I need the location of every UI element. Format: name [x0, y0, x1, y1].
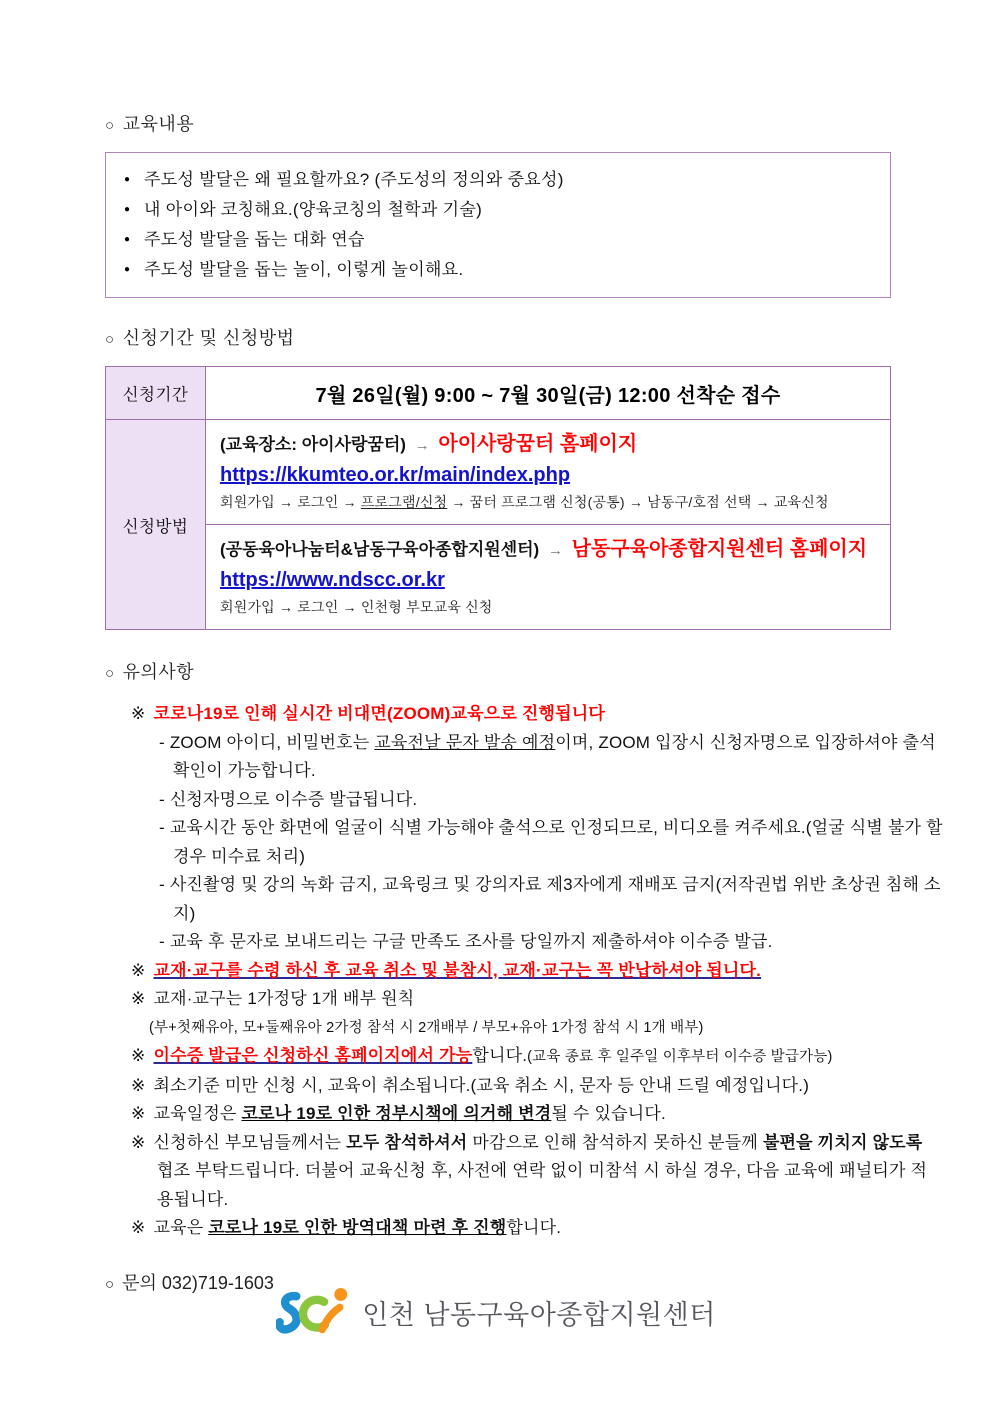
notice-text: 교재·교구는 1가정당 1개 배부 원칙	[153, 989, 415, 1008]
notice-underlined-text: 교육전날 문자 발송 예정	[374, 732, 556, 752]
circle-marker: ○	[105, 665, 115, 682]
notice-subitem-zoom-id	[105, 729, 943, 786]
notice-text: 교육시간 동안 화면에 얼굴이 식별 가능해야 출석으로 인정되므로, 비디오를 켜주세요.(얼굴 식별 불가 할 경우 미수료 처리)	[169, 818, 943, 866]
asterisk-marker: ※	[131, 960, 146, 980]
education-topic-list	[120, 165, 872, 285]
notice-text: 합니다.	[506, 1218, 562, 1237]
circle-marker: ○	[105, 117, 115, 134]
notice-subitem-survey	[105, 928, 943, 957]
section-header-apply	[105, 324, 940, 350]
notice-item-zoom	[105, 700, 943, 729]
footer	[0, 1283, 992, 1341]
asterisk-marker: ※	[131, 1132, 146, 1152]
method-1-site-name: 아이사랑꿈터 홈페이지	[438, 433, 638, 455]
contact-text: 문의 032)719-1603	[122, 1272, 274, 1293]
notice-item-return-materials	[105, 957, 943, 986]
notice-text: 코로나19로 인해 실시간 비대면(ZOOM)교육으로 진행됩니다	[153, 704, 606, 723]
notice-bold-underlined-text: 코로나 19로 인한 방역대책 마련 후 진행	[208, 1218, 507, 1237]
notice-text: ZOOM 아이디, 비밀번호는	[169, 732, 375, 752]
notice-item-schedule-change	[105, 1100, 943, 1129]
notice-item-certificate-issue	[105, 1042, 943, 1072]
asterisk-marker: ※	[131, 1218, 146, 1237]
dash-marker: -	[159, 818, 165, 837]
notice-bold-text: 불편을 끼치지 않도록	[762, 1132, 923, 1152]
list-item	[120, 255, 872, 285]
org-name: 인천 남동구육아종합지원센터	[362, 1299, 716, 1330]
method-1-steps	[220, 490, 882, 514]
notice-highlight-text: 이수증 발급은 신청하신 홈페이지에서 가능	[153, 1046, 473, 1065]
notice-detail-distribution: (부+첫째유아, 모+둘째유아 2가정 참석 시 2개배부 / 부모+유아 1가정 참석 시 1개 배부)	[149, 1019, 704, 1036]
notice-item-minimum-applicants	[105, 1072, 943, 1101]
method-1-cell	[206, 420, 891, 525]
notice-text: 신청자명으로 이수증 발급됩니다.	[169, 789, 418, 809]
method-2-location: (공동육아나눔터&남동구육아종합지원센터)	[220, 540, 540, 559]
method-2-steps	[220, 595, 882, 619]
notice-subitem-certificate-name	[105, 786, 943, 815]
notice-text: 최소기준 미만 신청 시, 교육이 취소됩니다.(교육 취소 시, 문자 등 안내 드릴 예정입니다.)	[153, 1075, 810, 1095]
steps-underlined-text: 프로그램/신청	[360, 494, 448, 510]
arrow-icon: →	[414, 437, 430, 454]
method-1-heading	[220, 430, 882, 460]
notice-bold-underlined-text: 코로나 19로 인한 정부시책에 의거해 변경	[241, 1104, 552, 1123]
steps-text: 회원가입 → 로그인 →	[220, 494, 361, 510]
center-logo-icon	[276, 1283, 350, 1341]
period-value-cell: 7월 26일(월) 9:00 ~ 7월 30일(금) 12:00 선착순 접수	[206, 367, 891, 420]
asterisk-marker: ※	[131, 1104, 146, 1123]
steps-text: → 꿈터 프로그램 신청(공통) → 남동구/호점 선택 → 교육신청	[447, 494, 829, 510]
dash-marker: -	[159, 789, 165, 809]
list-item	[120, 165, 872, 195]
section-title: 교육내용	[122, 114, 195, 134]
education-content-box	[105, 152, 891, 298]
notice-text: 협조 부탁드립니다. 더불어 교육신청 후, 사전에 연락 없이 미참석 시 하실 경우, 다음 교육에 패널티가 적용됩니다.	[157, 1161, 928, 1209]
dash-marker: -	[159, 875, 165, 894]
circle-marker: ○	[105, 1275, 115, 1293]
method-2-cell	[206, 525, 891, 630]
asterisk-marker: ※	[131, 1046, 146, 1065]
method-1-location: (교육장소: 아이사랑꿈터)	[220, 435, 406, 454]
dash-marker: -	[159, 732, 165, 752]
list-item	[120, 195, 872, 225]
method-2-url-link[interactable]: https://www.ndscc.or.kr	[220, 569, 445, 591]
notice-block	[105, 700, 943, 1243]
asterisk-marker: ※	[131, 1075, 146, 1095]
notice-subitem-video-on	[105, 814, 943, 871]
table-row-period	[106, 367, 891, 420]
notice-text: 교육일정은	[153, 1104, 242, 1123]
notice-text: 마감으로 인해 참석하지 못하신 분들께	[467, 1132, 763, 1152]
notice-text: 교육은	[153, 1218, 209, 1237]
dash-marker: -	[159, 932, 165, 951]
notice-text: 신청하신 부모님들께서는	[153, 1132, 347, 1152]
method-1-url-link[interactable]: https://kkumteo.or.kr/main/index.php	[220, 464, 571, 486]
method-2-site-name: 남동구육아종합지원센터 홈페이지	[571, 538, 868, 560]
notice-text: 될 수 있습니다.	[551, 1104, 666, 1123]
application-table	[105, 366, 891, 630]
section-title: 유의사항	[122, 662, 195, 682]
table-row-method-2	[106, 525, 891, 630]
notice-text: 이며, ZOOM 입장시 신청자명으로 입장하셔야 출석확인이 가능합니다.	[173, 732, 936, 780]
topic-text: 주도성 발달은 왜 필요할까요? (주도성의 정의와 중요성)	[144, 170, 564, 189]
notice-item-quarantine	[105, 1214, 943, 1243]
topic-text: 주도성 발달을 돕는 놀이, 이렇게 놀이해요.	[144, 260, 464, 279]
asterisk-marker: ※	[131, 989, 146, 1008]
notice-item-attendance	[105, 1129, 943, 1215]
arrow-icon: →	[547, 542, 563, 559]
notice-text: 합니다.	[472, 1046, 528, 1065]
section-header-notice	[105, 658, 940, 684]
asterisk-marker: ※	[131, 704, 146, 723]
notice-text: 교육 후 문자로 보내드리는 구글 만족도 조사를 당일까지 제출하셔야 이수증 발급.	[169, 932, 773, 951]
section-header-education-content	[105, 110, 940, 136]
notice-subitem-no-recording	[105, 871, 943, 928]
method-label-cell: 신청방법	[106, 420, 206, 630]
notice-item-one-per-family	[105, 985, 943, 1014]
notice-small-text: (교육 종료 후 일주일 이후부터 이수증 발급가능)	[527, 1049, 833, 1065]
topic-text: 주도성 발달을 돕는 대화 연습	[144, 230, 365, 249]
steps-text: 회원가입 → 로그인 → 인천형 부모교육 신청	[220, 599, 493, 615]
table-row-method-1	[106, 420, 891, 525]
circle-marker: ○	[105, 331, 115, 348]
notice-highlight-text: 교재·교구를 수령 하신 후 교육 취소 및 불참시, 교재·교구는 꼭 반납하셔야 됩니다.	[153, 960, 762, 980]
period-label-cell: 신청기간	[106, 367, 206, 420]
method-2-heading	[220, 535, 882, 565]
topic-text: 내 아이와 코칭해요.(양육코칭의 철학과 기술)	[144, 200, 483, 219]
section-title: 신청기간 및 신청방법	[122, 328, 295, 348]
notice-text: 사진촬영 및 강의 녹화 금지, 교육링크 및 강의자료 제3자에게 재배포 금지(저작권법 위반 초상권 침해 소지)	[169, 875, 941, 923]
notice-bold-text: 모두 참석하셔서	[346, 1132, 468, 1152]
list-item	[120, 225, 872, 255]
